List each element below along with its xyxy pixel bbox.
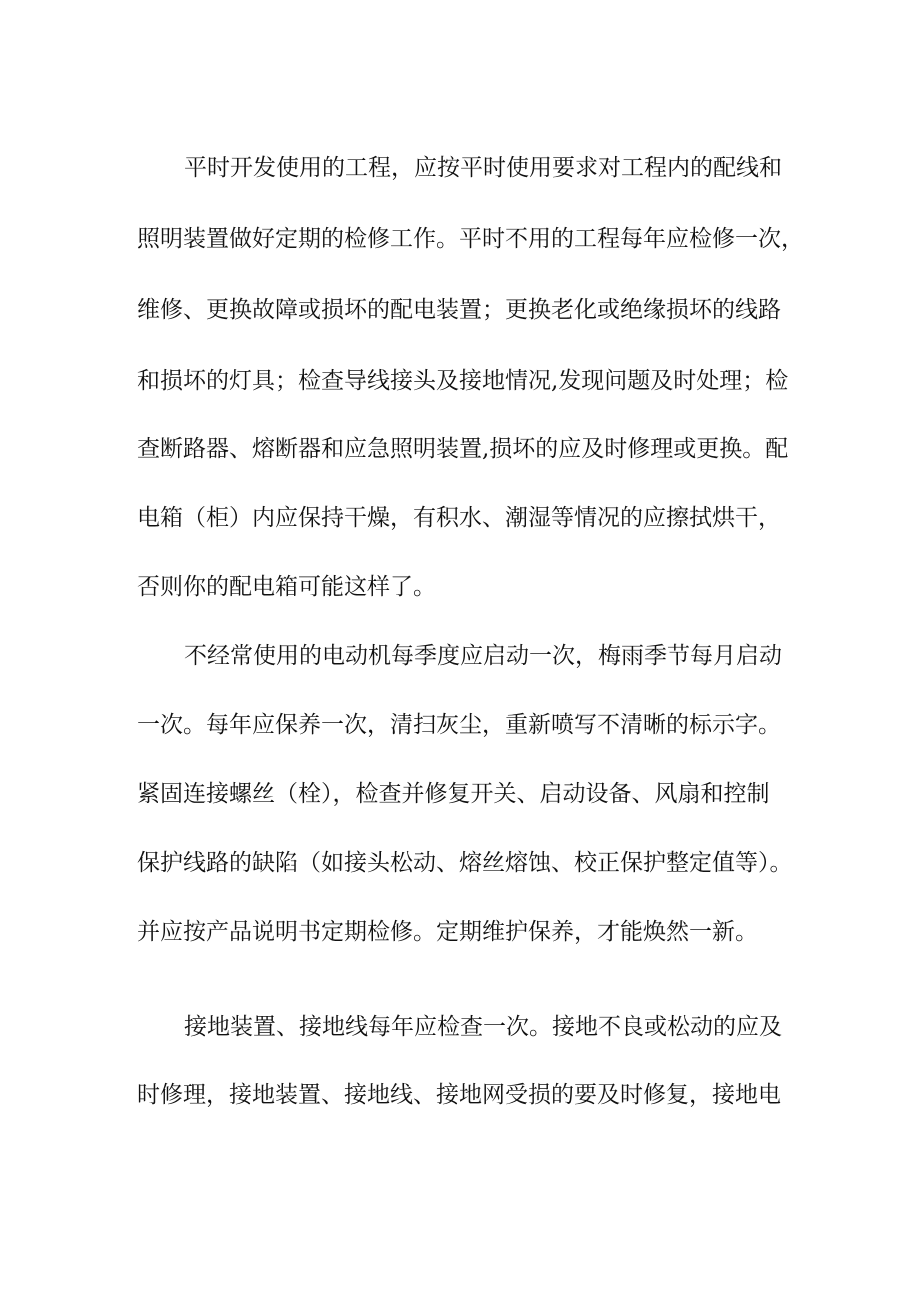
paragraph-line: 照明装置做好定期的检修工作。平时不用的工程每年应检修一次，	[137, 226, 804, 252]
paragraph-line: 并应按产品说明书定期检修。定期维护保养，才能焕然一新。	[137, 919, 758, 945]
paragraph-line: 维修、更换故障或损坏的配电装置；更换老化或绝缘损坏的线路	[137, 297, 781, 323]
paragraph-line: 紧固连接螺丝（栓），检查并修复开关、启动设备、风扇和控制	[137, 781, 770, 807]
paragraph-line: 平时开发使用的工程，应按平时使用要求对工程内的配线和	[184, 155, 782, 181]
paragraph-line: 查断路器、熔断器和应急照明装置,损坏的应及时修理或更换。配	[137, 436, 789, 462]
paragraph-line: 接地装置、接地线每年应检查一次。接地不良或松动的应及	[184, 1014, 782, 1040]
paragraph-line: 电箱（柜）内应保持干燥，有积水、潮湿等情况的应擦拭烘干，	[137, 505, 781, 531]
paragraph-line: 一次。每年应保养一次，清扫灰尘，重新喷写不清晰的标示字。	[137, 712, 781, 738]
paragraph-line: 时修理，接地装置、接地线、接地网受损的要及时修复，接地电	[137, 1082, 781, 1108]
paragraph-line: 否则你的配电箱可能这样了。	[137, 574, 436, 600]
paragraph-line: 不经常使用的电动机每季度应启动一次，梅雨季节每月启动	[184, 643, 782, 669]
paragraph-line: 和损坏的灯具；检查导线接头及接地情况,发现问题及时处理；检	[137, 368, 789, 394]
paragraph-line: 保护线路的缺陷（如接头松动、熔丝熔蚀、校正保护整定值等）。	[137, 850, 793, 876]
